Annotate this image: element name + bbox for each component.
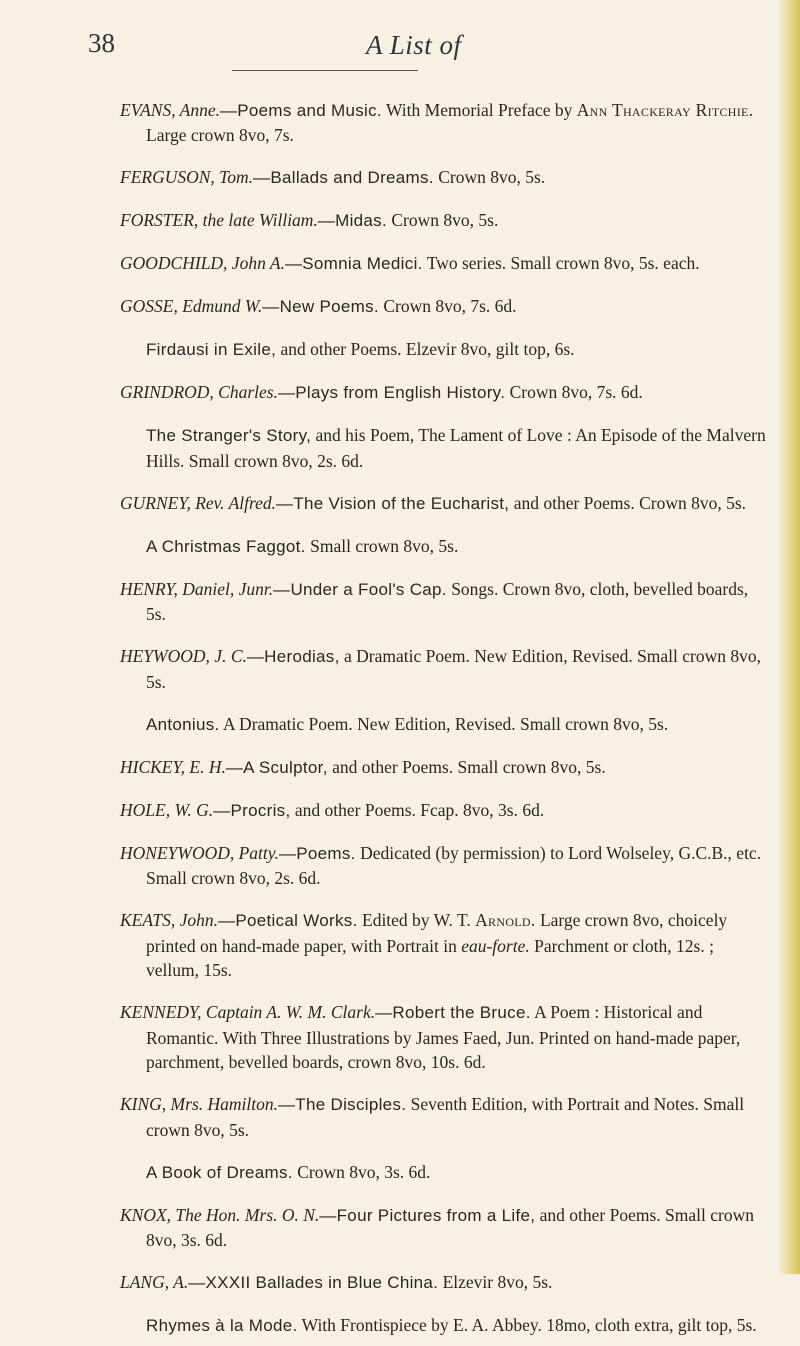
entry-author: KENNEDY, Captain A. W. M. Clark. <box>120 1002 376 1022</box>
catalogue-entry <box>120 1092 770 1142</box>
entry-author: GURNEY, Rev. Alfred. <box>120 492 277 513</box>
entry-title: —The Disciples. <box>278 1095 407 1114</box>
entry-details: and other Poems. Small crown 8vo, 5s. <box>327 756 606 777</box>
page-header <box>0 28 800 68</box>
entry-title: Antonius. <box>146 714 220 734</box>
entry-details: Crown 8vo, 3s. 6d. <box>292 1161 431 1182</box>
entry-author: EVANS, Anne. <box>120 99 220 120</box>
entry-title: —Herodias, <box>246 647 340 666</box>
entry-author: GOSSE, Edmund W. <box>120 296 263 316</box>
entry-author: FORSTER, the late William. <box>120 210 318 230</box>
catalogue-entry <box>120 755 770 781</box>
entry-author: HENRY, Daniel, Junr. <box>120 578 274 599</box>
catalogue-entry <box>120 251 770 277</box>
catalogue-subentry <box>120 423 770 473</box>
entry-title: Rhymes à la Mode. <box>146 1316 298 1335</box>
entry-title: Firdausi in Exile, <box>146 340 277 359</box>
entry-title: —New Poems. <box>262 297 379 316</box>
entry-author: LANG, A. <box>120 1272 189 1292</box>
entry-details: a Dramatic Poem. New Edition, Revised. Small crown 8vo, 5s. <box>146 646 762 692</box>
entry-details: Two series. Small crown 8vo, 5s. each. <box>422 253 700 273</box>
entry-details: Dedicated (by permission) to Lord Wolseley, G.C.B., etc. Small crown 8vo, 2s. 6d. <box>146 842 762 888</box>
entry-title: —Plays from English History. <box>277 383 506 402</box>
catalogue-entry <box>120 908 770 983</box>
entry-details: A Poem : Historical and Romantic. With Three Illustrations by James Faed, Jun. Printed on hand-made paper, parchment, bevelled boards, crown 8vo, 10s. 6d. <box>146 1002 741 1072</box>
entry-details: With Frontispiece by E. A. Abbey. 18mo, cloth extra, gilt top, 5s. <box>297 1315 757 1335</box>
entry-name-smallcaps: Arnold. <box>475 910 536 930</box>
catalogue-list <box>120 80 770 1346</box>
entry-details: and his Poem, The Lament of Love : An Episode of the Malvern Hills. Small crown 8vo, 2s. 6d. <box>146 425 766 471</box>
entry-details: and other Poems. Crown 8vo, 5s. <box>509 492 747 513</box>
entry-title: The Stranger's Story, <box>146 426 312 445</box>
catalogue-entry <box>120 841 770 891</box>
entry-author: HOLE, W. G. <box>120 799 214 820</box>
entry-title: —The Vision of the Eucharist, <box>276 493 510 513</box>
entry-author: KEATS, John. <box>120 910 219 930</box>
entry-author: HEYWOOD, J. C. <box>120 646 247 666</box>
entry-title: —Poetical Works. <box>218 911 358 930</box>
catalogue-entry <box>120 380 770 406</box>
entry-title: —Under a Fool's Cap. <box>273 579 447 599</box>
entry-details: A Dramatic Poem. New Edition, Revised. Small crown 8vo, 5s. <box>219 713 669 734</box>
catalogue-entry <box>120 577 770 627</box>
entry-details: Crown 8vo, 5s. <box>433 167 546 187</box>
catalogue-entry <box>120 1000 770 1075</box>
entry-details: Edited by W. T. <box>357 910 476 930</box>
page-edge <box>778 0 800 1274</box>
catalogue-entry <box>120 1203 770 1253</box>
page-number: 38 <box>88 28 115 58</box>
entry-details: Crown 8vo, 5s. <box>387 210 499 230</box>
entry-title: —Ballads and Dreams. <box>253 168 434 187</box>
entry-author: GRINDROD, Charles. <box>120 382 278 402</box>
catalogue-entry <box>120 98 770 148</box>
running-title: A List of <box>366 30 462 60</box>
entry-author: FERGUSON, Tom. <box>120 167 254 187</box>
catalogue-entry <box>120 491 770 517</box>
entry-details: Crown 8vo, 7s. 6d. <box>378 296 517 316</box>
entry-details: Large crown 8vo, choicely printed on hand-made paper, with Portrait in <box>146 910 728 956</box>
entry-title: A Book of Dreams. <box>146 1162 293 1182</box>
entry-details: and other Poems. Small crown 8vo, 3s. 6d. <box>146 1204 754 1250</box>
catalogue-subentry <box>120 1160 770 1186</box>
entry-details: Crown 8vo, 7s. 6d. <box>505 382 643 402</box>
entry-details: and other Poems. Elzevir 8vo, gilt top, 6s. <box>276 339 575 359</box>
catalogue-entry <box>120 165 770 191</box>
entry-details: Small crown 8vo, 5s. <box>305 535 459 556</box>
entry-name-smallcaps: Ann Thackeray Ritchie. <box>576 99 754 120</box>
entry-title: —Poems and Music. <box>219 100 382 120</box>
entry-details: Parchment or cloth, 12s. ; vellum, 15s. <box>146 935 714 980</box>
entry-details: Large crown 8vo, 7s. <box>146 125 294 145</box>
entry-title: —XXXII Ballades in Blue China. <box>188 1273 439 1292</box>
catalogue-subentry <box>120 1313 770 1339</box>
entry-italic-term: eau-forte. <box>461 935 530 956</box>
entry-author: HICKEY, E. H. <box>120 756 226 777</box>
entry-author: GOODCHILD, John A. <box>120 253 285 273</box>
entry-details: With Memorial Preface by <box>381 99 577 120</box>
catalogue-entry <box>120 208 770 234</box>
entry-author: KNOX, The Hon. Mrs. O. N. <box>120 1204 320 1225</box>
entry-details: Songs. Crown 8vo, cloth, bevelled boards, 5s. <box>146 578 749 624</box>
entry-author: HONEYWOOD, Patty. <box>120 842 279 863</box>
catalogue-entry <box>120 644 770 694</box>
entry-details: Seventh Edition, with Portrait and Notes. Small crown 8vo, 5s. <box>146 1094 745 1140</box>
entry-details: and other Poems. Fcap. 8vo, 3s. 6d. <box>290 799 545 820</box>
entry-author: KING, Mrs. Hamilton. <box>120 1094 278 1114</box>
catalogue-entry <box>120 798 770 824</box>
catalogue-subentry <box>120 712 770 738</box>
catalogue-entry <box>120 294 770 320</box>
entry-title: —Four Pictures from a Life, <box>319 1205 536 1225</box>
entry-title: —Somnia Medici. <box>284 254 423 273</box>
entry-title: —Poems. <box>278 843 356 863</box>
catalogue-subentry <box>120 534 770 560</box>
entry-details: Elzevir 8vo, 5s. <box>438 1272 553 1292</box>
catalogue-subentry <box>120 337 770 363</box>
entry-title: —A Sculptor, <box>225 757 328 777</box>
header-rule <box>232 70 418 71</box>
entry-title: —Midas. <box>317 211 387 230</box>
entry-title: —Robert the Bruce. <box>375 1003 531 1022</box>
entry-title: —Procris, <box>213 800 291 820</box>
entry-title: A Christmas Faggot. <box>146 536 306 556</box>
